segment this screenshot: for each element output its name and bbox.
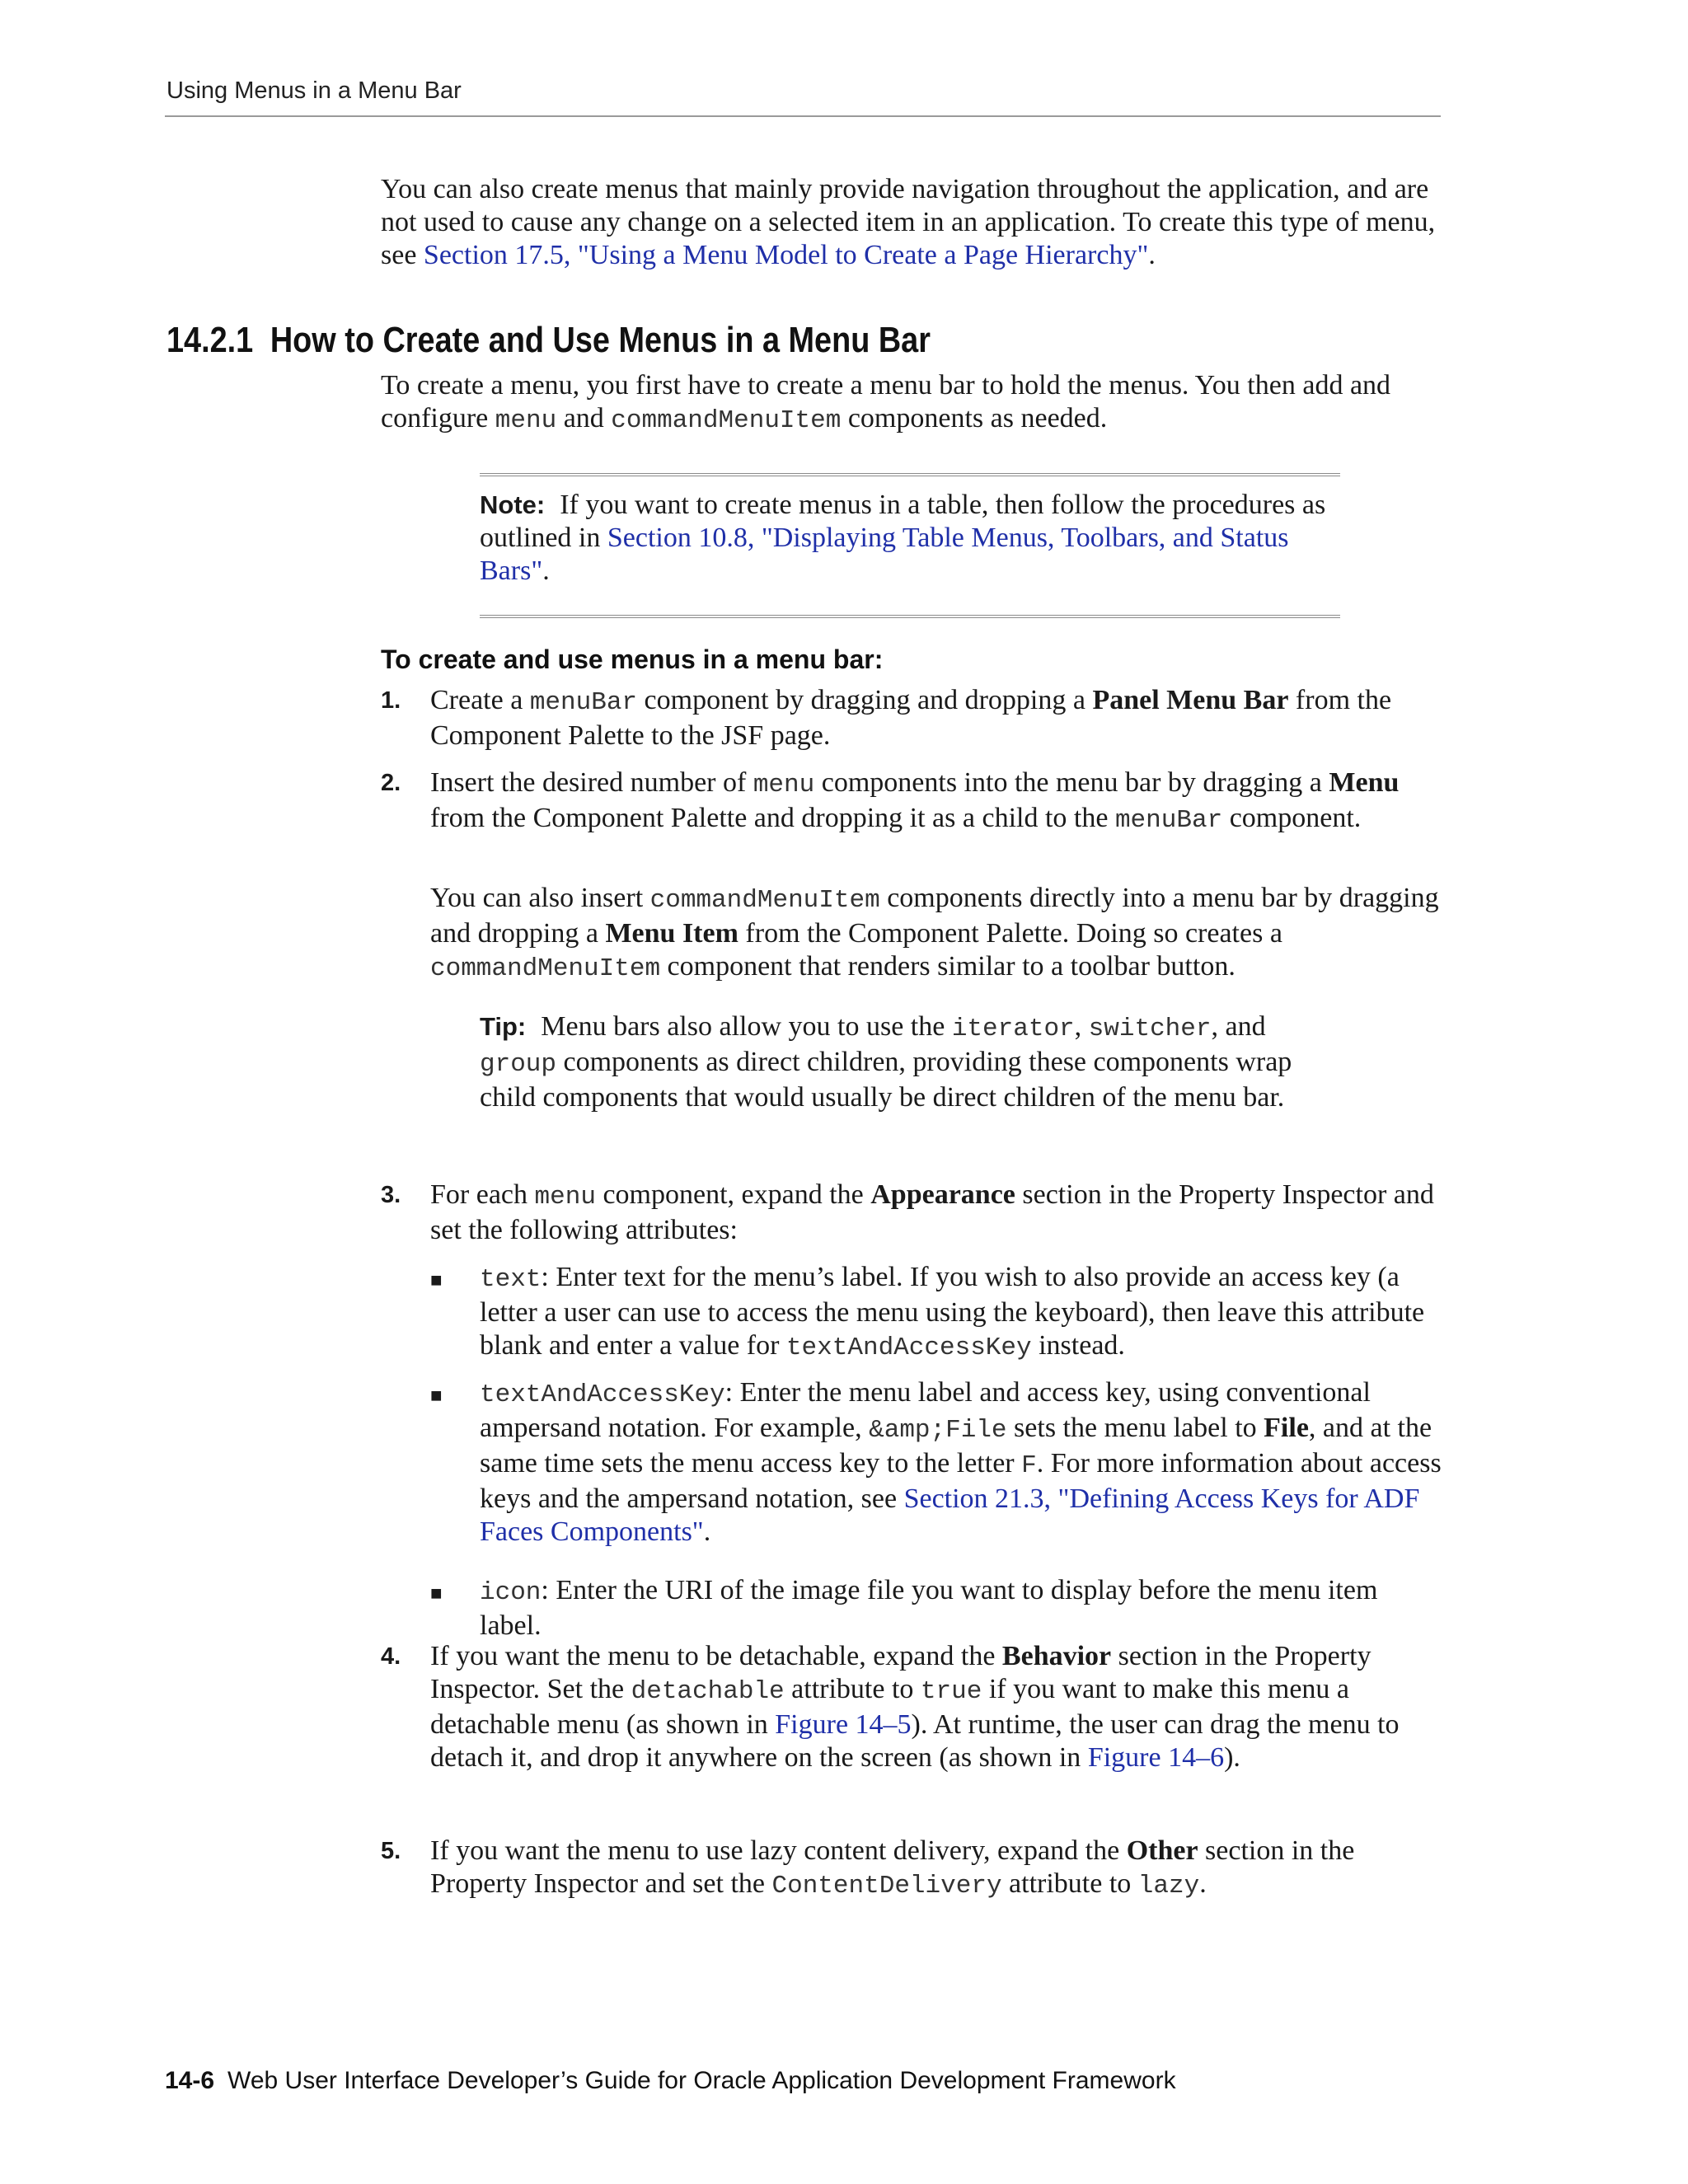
section-intro-text: components as needed.	[841, 403, 1108, 434]
code-menu: menu	[753, 771, 815, 799]
tip-text	[480, 1010, 1320, 1114]
bullet-textAndAccessKey-attribute	[480, 1376, 1444, 1549]
step-1-text	[430, 684, 1444, 752]
step-text: .	[1199, 1868, 1207, 1899]
step-text: components into the menu bar by dragging a	[814, 767, 1329, 798]
bullet-marker: ■	[430, 1385, 443, 1407]
running-head: Using Menus in a Menu Bar	[166, 77, 462, 104]
bullet-text: sets the menu label to	[1006, 1413, 1264, 1443]
step-text: For each	[430, 1179, 535, 1210]
ui-term-menu: Menu	[1329, 767, 1400, 798]
ui-term-file: File	[1264, 1413, 1309, 1443]
step-text: If you want the menu to use lazy content delivery, expand the	[430, 1835, 1127, 1866]
step-text: Create a	[430, 685, 530, 715]
code-menuBar: menuBar	[529, 688, 638, 717]
intro-text-end: .	[1148, 240, 1156, 270]
tip-body: , and	[1211, 1011, 1266, 1042]
note-body-end: .	[542, 555, 550, 586]
ui-term-other: Other	[1126, 1835, 1198, 1866]
step-text: attribute to	[784, 1674, 921, 1704]
tip-label: Tip:	[480, 1012, 527, 1041]
bullet-text: instead.	[1031, 1330, 1125, 1361]
step-text: You can also insert	[430, 883, 650, 913]
intro-paragraph	[381, 173, 1444, 272]
section-intro-paragraph	[381, 369, 1444, 438]
step-text: component, expand the	[595, 1179, 871, 1210]
step-3-text	[430, 1179, 1444, 1247]
step-2-sub-paragraph	[430, 882, 1444, 986]
tip-body: Menu bars also allow you to use the	[541, 1011, 952, 1042]
ui-term-appearance: Appearance	[870, 1179, 1015, 1210]
step-text: Insert the desired number of	[430, 767, 753, 798]
section-intro-text: and	[556, 403, 612, 434]
bullet-marker: ■	[430, 1583, 443, 1605]
ui-term-panel-menu-bar: Panel Menu Bar	[1092, 685, 1289, 715]
code-icon: icon	[480, 1578, 542, 1607]
section-number: 14.2.1	[166, 320, 254, 360]
bullet-text: : Enter the URI of the image file you want to display before the menu item label.	[480, 1575, 1378, 1641]
bullet-text: . For more information about access keys and the ampersand notation, see	[480, 1448, 1442, 1514]
code-switcher: switcher	[1088, 1015, 1212, 1043]
step-text: section in the Property Inspector and set the	[430, 1835, 1355, 1899]
step-text: component.	[1222, 803, 1362, 833]
code-group: group	[480, 1050, 557, 1079]
code-lazy: lazy	[1137, 1872, 1200, 1900]
page-footer	[165, 2067, 1176, 2095]
section-intro-text: To create a menu, you first have to create a menu bar to hold the menus. You then add and configure	[381, 370, 1391, 434]
step-number: 1.	[381, 687, 401, 714]
note-text	[480, 489, 1337, 588]
step-text: section in the Property Inspector. Set the	[430, 1641, 1372, 1704]
header-rule	[165, 115, 1441, 117]
book-title: Web User Interface Developer’s Guide for Oracle Application Development Framework	[227, 2067, 1176, 2094]
code-textAndAccessKey: textAndAccessKey	[480, 1380, 725, 1409]
code-true: true	[920, 1677, 982, 1706]
code-detachable: detachable	[631, 1677, 785, 1706]
page-number: 14-6	[165, 2067, 215, 2094]
code-menu: menu	[495, 406, 557, 435]
step-2-text	[430, 766, 1444, 837]
step-text: ). At runtime, the user can drag the menu to detach it, and drop it anywhere on the screen (as shown in	[430, 1709, 1400, 1773]
step-number: 5.	[381, 1838, 401, 1864]
figure-14-6-link[interactable]: Figure 14–6	[1087, 1742, 1225, 1773]
step-4-text	[430, 1640, 1444, 1774]
bullet-text: : Enter the menu label and access key, using conventional ampersand notation. For example,	[480, 1377, 1371, 1443]
step-5-text	[430, 1835, 1444, 1903]
code-commandMenuItem: commandMenuItem	[611, 406, 842, 435]
code-textAndAccessKey: textAndAccessKey	[785, 1333, 1032, 1362]
step-text: component that renders similar to a toolbar button.	[660, 951, 1236, 982]
code-iterator: iterator	[951, 1015, 1075, 1043]
code-text: text	[480, 1265, 542, 1294]
section-10-8-link[interactable]: Section 10.8, "Displaying Table Menus, Toolbars, and Status Bars"	[480, 523, 1289, 586]
tip-body: ,	[1074, 1011, 1089, 1042]
step-number: 4.	[381, 1643, 401, 1670]
bullet-marker: ■	[430, 1270, 443, 1291]
code-menu: menu	[534, 1183, 596, 1212]
bullet-text: , and at the same time sets the menu access key to the letter	[480, 1413, 1432, 1479]
section-21-3-link[interactable]: Section 21.3, "Defining Access Keys for ADF Faces Components"	[480, 1483, 1420, 1547]
section-title: How to Create and Use Menus in a Menu Bar	[270, 320, 931, 360]
note-label: Note:	[480, 490, 546, 519]
tip-body: components as direct children, providing these components wrap child components that would usually be direct children of the menu bar.	[480, 1047, 1292, 1113]
step-text: from the Component Palette. Doing so creates a	[738, 918, 1282, 949]
step-text: if you want to make this menu a detachable menu (as shown in	[430, 1674, 1350, 1740]
code-ContentDelivery: ContentDelivery	[771, 1872, 1002, 1900]
section-17-5-link[interactable]: Section 17.5, "Using a Menu Model to Create a Page Hierarchy"	[423, 240, 1149, 270]
step-number: 3.	[381, 1182, 401, 1208]
bullet-text: .	[703, 1516, 711, 1547]
step-text: section in the Property Inspector and set the following attributes:	[430, 1179, 1434, 1245]
code-menuBar: menuBar	[1114, 806, 1223, 835]
ui-term-behavior: Behavior	[1001, 1641, 1112, 1671]
note-body: If you want to create menus in a table, then follow the procedures as outlined in	[480, 490, 1326, 553]
code-f: F	[1021, 1451, 1037, 1480]
step-text: from the Component Palette to the JSF page.	[430, 685, 1392, 751]
step-text: ).	[1224, 1742, 1240, 1773]
ui-term-menu-item: Menu Item	[605, 918, 738, 949]
code-commandMenuItem: commandMenuItem	[430, 954, 661, 983]
step-text: attribute to	[1001, 1868, 1138, 1899]
bullet-icon-attribute	[480, 1574, 1444, 1643]
code-amp-file: &amp;File	[869, 1416, 1007, 1445]
step-number: 2.	[381, 770, 401, 796]
step-text: If you want the menu to be detachable, expand the	[430, 1641, 1002, 1671]
figure-14-5-link[interactable]: Figure 14–5	[775, 1709, 912, 1740]
code-commandMenuItem: commandMenuItem	[649, 886, 880, 915]
step-text: from the Component Palette and dropping it as a child to the	[430, 803, 1115, 833]
step-text: components directly into a menu bar by dragging and dropping a	[430, 883, 1439, 949]
section-heading	[166, 320, 931, 361]
bullet-text-attribute	[480, 1261, 1444, 1365]
step-text: component by dragging and dropping a	[637, 685, 1093, 715]
procedure-heading: To create and use menus in a menu bar:	[381, 644, 884, 674]
bullet-text: : Enter text for the menu’s label. If you wish to also provide an access key (a letter a user can use to access the menu using the keyboard), then leave this attribute blank and enter a value for	[480, 1262, 1425, 1361]
intro-text: You can also create menus that mainly provide navigation throughout the application, and are not used to cause any change on a selected item in an application. To create this type of menu, see	[381, 174, 1436, 270]
